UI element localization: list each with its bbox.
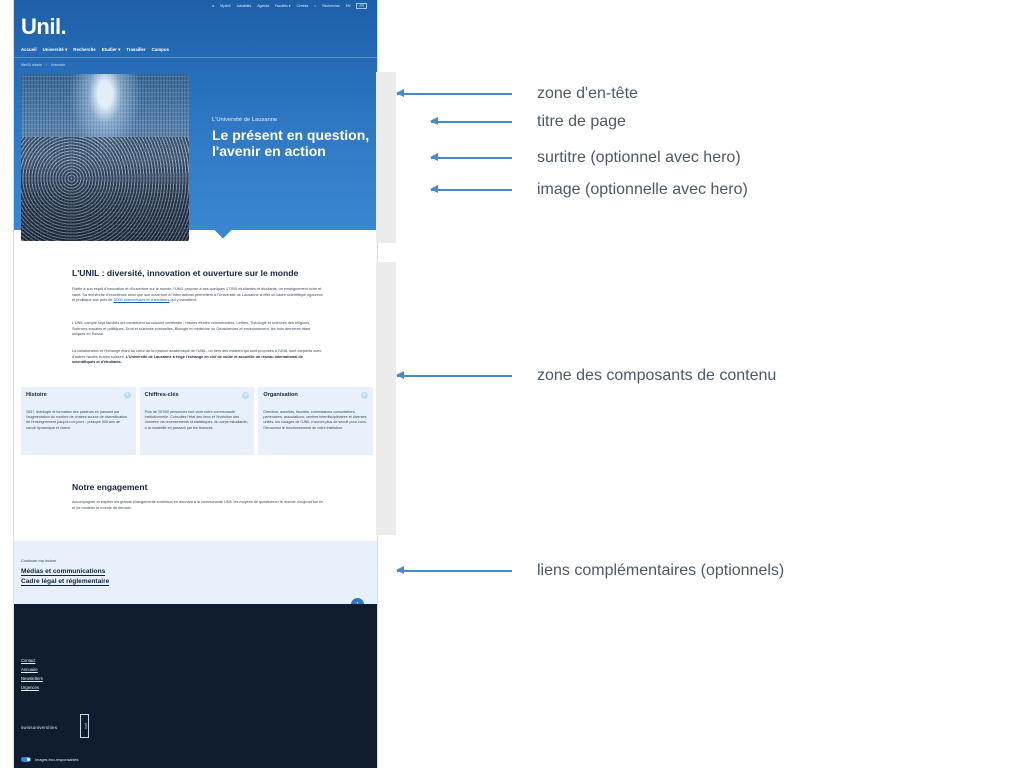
- swissuniversities-logo[interactable]: swissuniversities: [21, 725, 58, 730]
- arrow-header-zone: [397, 93, 512, 95]
- annotation-image: image (optionnelle avec hero): [537, 181, 748, 198]
- card-chiffres-cles[interactable]: [140, 387, 255, 455]
- chercheurs-link[interactable]: 3'000 chercheuses et chercheurs: [113, 298, 170, 303]
- card-text: Direction, autorités, facultés, commissions consultatives, partenaires, associations, centres interdisciplinaires et diverses unités, les rouages de l'UNIL n'auront plus de secret pour vous. Découvrez le fonctionnement de notre institution.: [263, 410, 367, 430]
- topnav-rechercher[interactable]: Rechercher: [322, 4, 340, 8]
- breadcrumb-item-universite[interactable]: Université: [50, 63, 65, 67]
- related-links-zone: [14, 541, 377, 604]
- arrow-surtitle: [431, 157, 512, 159]
- intro-text-1b: qui y travaillent.: [169, 298, 197, 303]
- topnav-centres[interactable]: Centres: [296, 4, 309, 8]
- intro-text-1a: Fidèle à son esprit d'innovation et d'ouverture sur le monde, l'UNIL propose à ses quelques 17'000 étudiantes et étudiants, un enseignement riche et varié. Sa recherche d'excellence ainsi que son ouverture à l'international permettent à l'Université de Lausanne d'offrir un cadre scientifique rigoureux et prolifique aux près de: [72, 287, 323, 303]
- annotation-page-title: titre de page: [537, 113, 626, 130]
- lang-fr[interactable]: FR: [356, 3, 367, 9]
- user-icon: ●: [212, 4, 215, 8]
- lang-en[interactable]: EN: [345, 4, 351, 8]
- footer-link-urgences[interactable]: Urgences: [21, 685, 39, 690]
- card-organisation[interactable]: [258, 387, 373, 455]
- page-mockup: [13, 0, 378, 768]
- eco-images-setting: [21, 757, 78, 762]
- footer-link-newsletters[interactable]: Newsletters: [21, 676, 43, 681]
- annotation-content-zone: zone des composants de contenu: [537, 367, 777, 384]
- arrow-content-zone: [397, 375, 512, 377]
- plus-icon: +: [361, 392, 368, 399]
- nav-travailler[interactable]: Travailler: [126, 47, 146, 52]
- hero-image: [21, 74, 189, 241]
- arrow-links: [397, 570, 512, 572]
- link-cadre-legal[interactable]: Cadre légal et réglementaire: [21, 578, 110, 585]
- intro-paragraph-1: [72, 287, 324, 304]
- nav-recherche[interactable]: Recherche: [73, 47, 96, 52]
- topnav-facultes[interactable]: Facultés ▾: [274, 4, 291, 8]
- intro-text-3b: L'Université de Lausanne a érigé l'échange en clef de voûte et accueille un réseau international de scientifiques et d'étudiants.: [72, 354, 303, 365]
- card-title: Chiffres-clés: [144, 392, 179, 398]
- content-zone-band: [376, 262, 396, 535]
- intro-paragraph-3: [72, 349, 324, 366]
- engagement-paragraph: Accompagner et inspirer les grands changements sociétaux en donnant à la communauté UNIL les moyens de questionner le monde d'aujourd'hui en et de modeler le monde de demain.: [72, 500, 324, 510]
- footer-link-contact[interactable]: Contact: [21, 658, 36, 663]
- section-title-engagement: Notre engagement: [72, 482, 148, 492]
- card-histoire[interactable]: [21, 387, 136, 455]
- nav-accueil[interactable]: Accueil: [21, 47, 37, 52]
- annotation-header-zone: zone d'en-tête: [537, 85, 638, 102]
- prix-logo[interactable]: prix: [80, 714, 89, 738]
- annotation-links: liens complémentaires (optionnels): [537, 562, 785, 579]
- unil-logo[interactable]: Unil.: [21, 14, 67, 39]
- nav-etudier[interactable]: Etudier ▾: [101, 47, 121, 52]
- annotation-surtitle: surtitre (optionnel avec hero): [537, 149, 741, 166]
- top-navigation: [212, 3, 367, 9]
- card-text: Plus de 20'000 personnes font vivre notre communauté institutionnelle. Consultez l'état des lieux et l'évolution des données via recensements et statistiques, du corps estudiantin, à la durabilité en passant par les finances.: [144, 410, 249, 430]
- breadcrumb-item-web70[interactable]: Web70 refonte: [21, 63, 42, 67]
- nav-divider: [14, 57, 377, 58]
- card-text: 1537, théologie et formation des pasteurs en passant par l'augmentation du nombre de chaires source de diversification de l'enseignement jusqu'à nos jours : presque 500 ans de savoir dynamique et vivant.: [26, 410, 128, 430]
- card-row: [21, 387, 373, 455]
- eco-images-label: Images éco-responsables: [35, 757, 79, 762]
- plus-icon: +: [242, 392, 249, 399]
- page-title: Le présent en question, l'avenir en action: [212, 127, 370, 159]
- section-title-diversite: L'UNIL : diversité, innovation et ouverture sur le monde: [72, 268, 299, 278]
- eco-images-toggle[interactable]: [21, 757, 31, 762]
- footer: [14, 604, 377, 768]
- plus-icon: +: [124, 392, 131, 399]
- intro-paragraph-2: L'UNIL compte sept facultés qui constituent sa colonne vertébrale : Hautes études commerciales, Lettres, Théologie et sciences des religions, Sciences sociales et politiques, Droit et sciences criminelles, Biologie et médecine ou Géosciences et environnement, les trois dernières étant uniques en Suisse.: [72, 321, 311, 337]
- nav-campus[interactable]: Campus: [151, 47, 169, 52]
- header-zone-band: [376, 72, 396, 243]
- card-title: Histoire: [26, 392, 47, 398]
- topnav-agenda[interactable]: Agenda: [257, 4, 269, 8]
- hero-surtitle: L'Université de Lausanne: [212, 117, 278, 123]
- nav-universite[interactable]: Université ▾: [42, 47, 68, 52]
- breadcrumb: [21, 63, 65, 67]
- topnav-myunil[interactable]: MyUnil: [220, 4, 231, 8]
- search-icon[interactable]: ⌕: [314, 4, 317, 8]
- card-title: Organisation: [263, 392, 298, 398]
- main-navigation: [21, 47, 169, 53]
- intro-text-3a: La collaboration et l'échange étant au cœur de la mission académique de l'UNIL, un tiers des masters qui sont proposés à l'UNIL sont conjoints avec d'autres hautes écoles suisses.: [72, 349, 322, 359]
- link-medias[interactable]: Médias et communications: [21, 568, 106, 575]
- arrow-image: [431, 189, 512, 191]
- related-links-label: Continuer ma lecture: [21, 559, 57, 563]
- topnav-actualites[interactable]: Actualités: [236, 4, 252, 8]
- arrow-page-title: [431, 121, 512, 123]
- breadcrumb-separator: /: [45, 63, 47, 67]
- hero-header: [14, 0, 377, 230]
- footer-link-annuaire[interactable]: Annuaire: [21, 667, 38, 672]
